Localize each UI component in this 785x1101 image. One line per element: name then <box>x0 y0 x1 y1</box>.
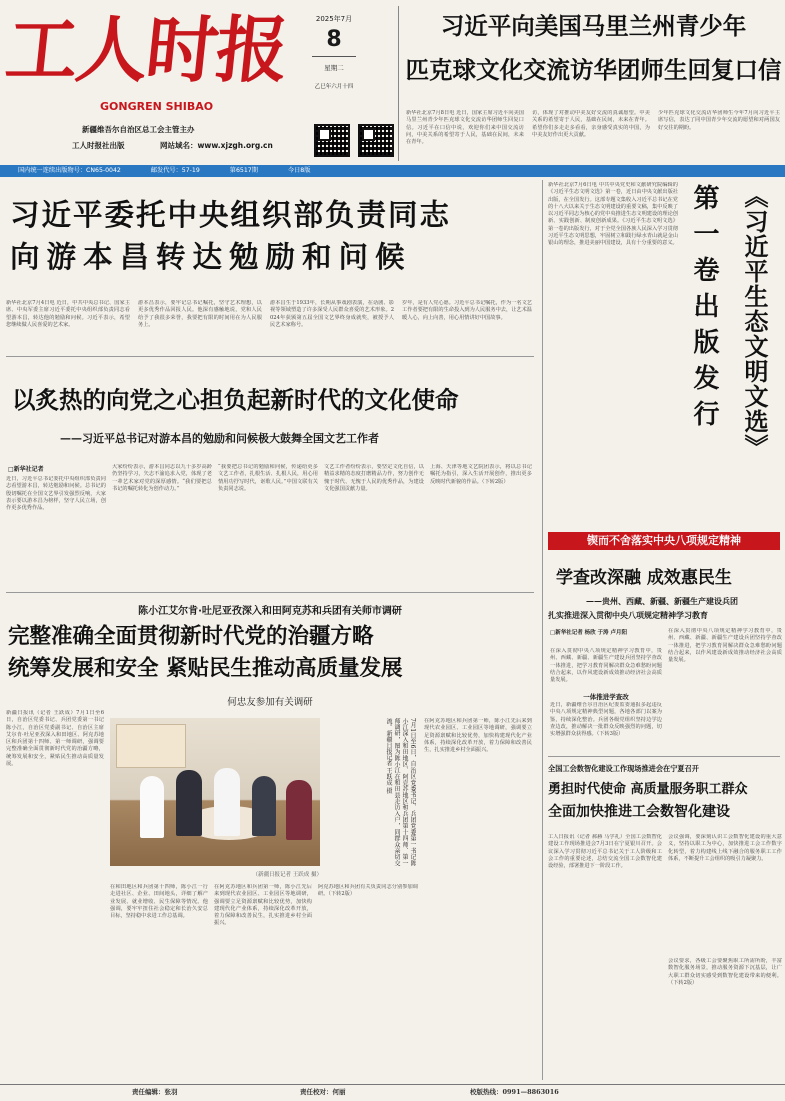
feature-subhead: ——习近平总书记对游本昌的勉励和问候极大鼓舞全国文艺工作者 <box>60 432 379 445</box>
xj-headline-1: 完整准确全面贯彻新时代党的治疆方略 <box>8 624 374 649</box>
date-year-month: 2025年7月 <box>315 15 353 23</box>
union-kicker: 全国工会数智化建设工作现场推进会在宁夏召开 <box>548 764 699 773</box>
photo-person <box>252 776 276 836</box>
feature-headline: 以炙热的向党之心担负起新时代的文化使命 <box>12 386 459 414</box>
masthead-pinyin: GONGREN SHIBAO <box>100 100 214 113</box>
xj-kicker: 陈小江艾尔肯·吐尼亚孜深入和田阿克苏和兵团有关师市调研 <box>138 606 402 617</box>
union-headline-2: 全面加快推进工会数智化建设 <box>548 804 730 820</box>
qr-code-icon[interactable] <box>314 124 350 157</box>
date-block <box>312 14 356 118</box>
union-story <box>546 758 785 1080</box>
book-story <box>546 180 785 530</box>
lead-story-headline-1: 习近平委托中央组织部负责同志 <box>10 198 452 232</box>
footer-rule <box>0 1084 785 1085</box>
union-col-3: 会议要求，各级工会要聚焦职工所需所盼，丰富数智化服务场景，推动服务资源下沉基层，让广大职工群众切实感受到数智化建设带来的便利。（下转2版） <box>668 958 782 986</box>
top-story-headline-2: 匹克球文化交流访华团师生回复口信 <box>405 56 782 84</box>
feature-story <box>0 362 540 588</box>
feature-col-3: “我要把总书记的勉励和问候，传递给更多文艺工作者，扎根生活、扎根人民，用心用情用功抒写时代，讴歌人民。”中国文联有关负责同志说。 <box>218 464 318 492</box>
eight-rules-byline: □新华社记者 杨欣 于涛 卢月阳 <box>550 630 627 636</box>
top-story-col-3: 少年匹克球文化交流访华团师生今年7月向习近平主席写信，表达了同中国青少年交流的愿望和对两国友好交往的期盼。 <box>658 110 780 131</box>
lead-story-headline-2: 向游本昌转达勉励和问候 <box>10 240 412 274</box>
lead-story-col-1: 新华社北京7月4日电 近日，中共中央总书记、国家主席、中央军委主席习近平委托中央组织部负责同志看望游本昌，转达他的勉励和问候。习近平表示，希望您继续做人民喜爱的艺术家。 <box>6 300 130 328</box>
feature-col-5: 上海、天津等地文艺院团表示，将以总书记嘱托为指引，深入生活开展创作，推出更多反映时代新貌的作品。（下转2版） <box>430 464 532 485</box>
column-divider <box>542 180 543 1080</box>
eight-rules-banner: 锲而不舍落实中央八项规定精神 <box>548 532 780 550</box>
xj-subhead: 何忠友参加有关调研 <box>227 697 313 708</box>
top-story-headline-1: 习近平向美国马里兰州青少年 <box>440 12 747 40</box>
info-issn: 国内统一连续出版物号：CN65-0042 <box>18 167 121 174</box>
eight-rules-story <box>546 552 785 752</box>
xj-col-3: 在阿克苏地区和兵团第一师，陈小江先后来到现代农业园区、工业园区等地调研，强调要立足资源禀赋和比较优势，加快构建现代化产业体系，持续深化改革开放，着力保障和改善民生，扎实推进乡村全面振兴。 <box>214 884 312 927</box>
masthead-sponsor: 新疆维吾尔自治区总工会主管主办 <box>82 125 195 134</box>
eight-rules-col-2: 近日，新疆维吾尔自治区纪委监委通报多起违反中央八项规定精神典型问题，各地各部门以案为鉴，持续深化整治。兵团各级党组织坚持边学边查边改，推动解决一批群众反映强烈的问题，切实增强群众获得感。（下转3版） <box>550 702 662 738</box>
footer <box>0 1087 785 1099</box>
book-vertical-title: 《习近平生态文明文选》 <box>740 184 768 459</box>
eight-rules-subhead-1: ——贵州、西藏、新疆、新疆生产建设兵团 <box>586 596 738 606</box>
xj-col-4: 阿克苏地区和兵团有关负责同志分别参加调研。（下转2版） <box>318 884 418 898</box>
feature-col-1: 近日，习近平总书记委托中央组织部负责同志看望游本昌，转达勉励和问候。总书记的殷切嘱托在全国文艺界引发强烈反响，大家表示要以游本昌为榜样，坚守人民立场，创作更多优秀作品。 <box>6 476 106 512</box>
xj-story <box>0 596 540 1080</box>
lead-story-col-2: 游本昌表示，要牢记总书记嘱托，坚守艺术理想，以更多优秀作品回报人民。他深有感触地说，党和人民给予了我很多荣誉，我要把有限的时间用在为人民服务上。 <box>138 300 262 328</box>
photo-person <box>140 776 164 838</box>
section-rule <box>6 592 534 593</box>
union-col-2: 会议强调，要深刻认识工会数智化建设的重大意义，坚持以职工为中心，加快推进工会工作数字化转型，着力构建线上线下融合的服务职工工作体系，不断提升工会组织的吸引力凝聚力。 <box>668 834 782 862</box>
feature-col-4: 文艺工作者纷纷表示，要坚定文化自信，以精益求精的态度打磨精品力作，努力创作无愧于时代、无愧于人民的优秀作品，为建设文化强国贡献力量。 <box>324 464 424 492</box>
masthead-website[interactable]: 网站域名：www.xjzgh.org.cn <box>160 141 273 150</box>
book-body: 新华社北京7月6日电 中共中央党史和文献研究院编辑的《习近平生态文明文选》第一卷，近日由中央文献出版社出版，在全国发行。这部专题文集收入习近平总书记在党的十八大以来关于生态文明建设的重要文稿，集中反映了以习近平同志为核心的党中央推进生态文明建设的理论创新、实践创新、制度创新成果。《习近平生态文明文选》第一卷的出版发行，对于全党全国各族人民深入学习贯彻习近平生态文明思想，牢固树立和践行绿水青山就是金山银山的理念，推进美丽中国建设，具有十分重要的意义。 <box>548 182 678 247</box>
eight-rules-headline: 学查改深融 成效惠民生 <box>556 568 732 588</box>
qr-code-icon[interactable] <box>358 124 394 157</box>
info-bar <box>0 165 785 177</box>
info-issue-number: 第6517期 <box>229 167 258 174</box>
footer-proofreader: 责任校对：何丽 <box>300 1088 346 1096</box>
section-rule <box>6 356 534 357</box>
date-day: 8 <box>312 24 356 57</box>
lead-story-col-3: 游本昌生于1933年，长期从事戏剧表演，在话剧、影视等领域塑造了许多深受人民群众喜爱的艺术形象。2024年获颁第五届全国文艺界终身成就奖，被授予人民艺术家称号。 <box>270 300 394 328</box>
xj-photo <box>110 718 320 866</box>
photo-person <box>286 780 312 840</box>
feature-byline: □新华社记者 <box>8 466 44 473</box>
book-vertical-subtitle: 第一卷出版发行 <box>689 184 719 436</box>
date-lunar: 乙巳年六月十四 <box>314 84 354 90</box>
union-col-1: 工人日报讯（记者 郝赫 马学礼）全国工会数智化建设工作现场推进会7月3日在宁夏银川召开。会议深入学习贯彻习近平总书记关于工人阶级和工会工作的重要论述，总结交流全国工会数智化建设经验，部署推进下一阶段工作。 <box>548 834 662 870</box>
xj-col-2: 在和田地区和兵团第十四师，陈小江一行走进社区、企业、田间地头，详细了解产业发展、就业增收、民生保障等情况。他强调，要牢牢扭住社会稳定和长治久安总目标，坚持稳中求进工作总基调。 <box>110 884 208 920</box>
xj-col-4b: 在阿克苏地区和兵团第一师，陈小江先后来到现代农业园区、工业园区等地调研，强调要立足资源禀赋和比较优势，加快构建现代化产业体系，持续深化改革开放，着力保障和改善民生，扎实推进乡村全面振兴。 <box>424 718 532 754</box>
footer-hotline: 校版热线：0991—8863016 <box>470 1088 559 1096</box>
eight-rules-subhead-2: 扎实推进深入贯彻中央八项规定精神学习教育 <box>548 610 708 620</box>
top-story <box>402 0 785 165</box>
eight-rules-col-1: 在深入贯彻中央八项规定精神学习教育中，贵州、西藏、新疆、新疆生产建设兵团坚持学查改一体推进，把学习教育同解决群众急难愁盼问题结合起来，以作风建设新成效推动经济社会高质量发展。 <box>550 648 662 684</box>
xj-col-1: 新疆日报讯（记者 王跃成）7月1日至6日，自治区党委书记、兵团党委第一书记陈小江，自治区党委副书记、自治区主席艾尔肯·吐尼亚孜深入和田地区、阿克苏地区和兵团第十四师、第一师调研，强调要完整准确全面贯彻新时代党的治疆方略，统筹发展和安全，紧贴民生推动高质量发展。 <box>6 710 104 768</box>
lead-story <box>0 180 540 350</box>
date-weekday: 星期二 <box>324 64 344 72</box>
xj-photo-caption: 7月1日至6日，自治区党委书记、兵团党委第一书记陈小江深入和田地区、阿克苏地区和兵团第十四师、第一师调研，图为陈小江在和田县走访入户，同群众亲切交流。新疆日报记者 王跃成 摄 <box>385 718 416 866</box>
feature-col-2: 大家纷纷表示，游本昌同志以九十多岁高龄仍坚持学习，矢志不渝追求入党，体现了老一辈艺术家对党的深厚感情。“我们要把总书记的嘱托转化为创作动力。” <box>112 464 212 492</box>
photo-person <box>176 770 202 836</box>
photo-person <box>214 768 240 836</box>
top-story-col-2: 访，体现了对推动中美友好交流的真诚愿望。中美关系的希望寄于人民，基础在民间，未来在青年。希望你们多走走多看看，亲身感受真实的中国，为中美友好作出更大贡献。 <box>532 110 650 138</box>
masthead-divider <box>398 6 399 161</box>
xj-headline-2: 统筹发展和安全 紧贴民生推动高质量发展 <box>8 656 403 681</box>
masthead-publisher: 工人时报社出版 <box>72 141 125 150</box>
info-page-count: 今日8版 <box>287 167 311 174</box>
info-postal-code: 邮发代号：57-19 <box>150 167 200 174</box>
lead-story-col-4: 岁年，是有人党心愿。习近平总书记嘱托，作为一名文艺工作者要把有限的生命投入到为人民服务中去，让艺术温暖人心，向上向善，用心用情讲好中国故事。 <box>402 300 532 321</box>
footer-editor: 责任编辑：张羽 <box>132 1088 178 1096</box>
section-rule <box>548 756 780 757</box>
union-headline-1: 勇担时代使命 高质量服务职工群众 <box>548 782 748 797</box>
masthead-title: 工人时报 <box>1 8 291 92</box>
photo-wall-decor <box>116 724 186 768</box>
eight-rules-col-3: 在深入贯彻中央八项规定精神学习教育中，贵州、西藏、新疆、新疆生产建设兵团坚持学查改一体推进，把学习教育同解决群众急难愁盼问题结合起来，以作风建设新成效推动经济社会高质量发展。 <box>668 628 782 664</box>
top-story-col-1: 新华社北京7月8日电 近日，国家主席习近平向美国马里兰州青少年匹克球文化交流访华团师生回复口信。习近平在口信中说，欢迎你们来中国交流访问，中美关系的希望寄于人民，基础在民间，未来在青年。 <box>406 110 524 146</box>
eight-rules-section-head: 一体推进学查改 <box>583 693 629 701</box>
xj-photo-credit: （新疆日报记者 王跃成 摄） <box>252 872 322 878</box>
